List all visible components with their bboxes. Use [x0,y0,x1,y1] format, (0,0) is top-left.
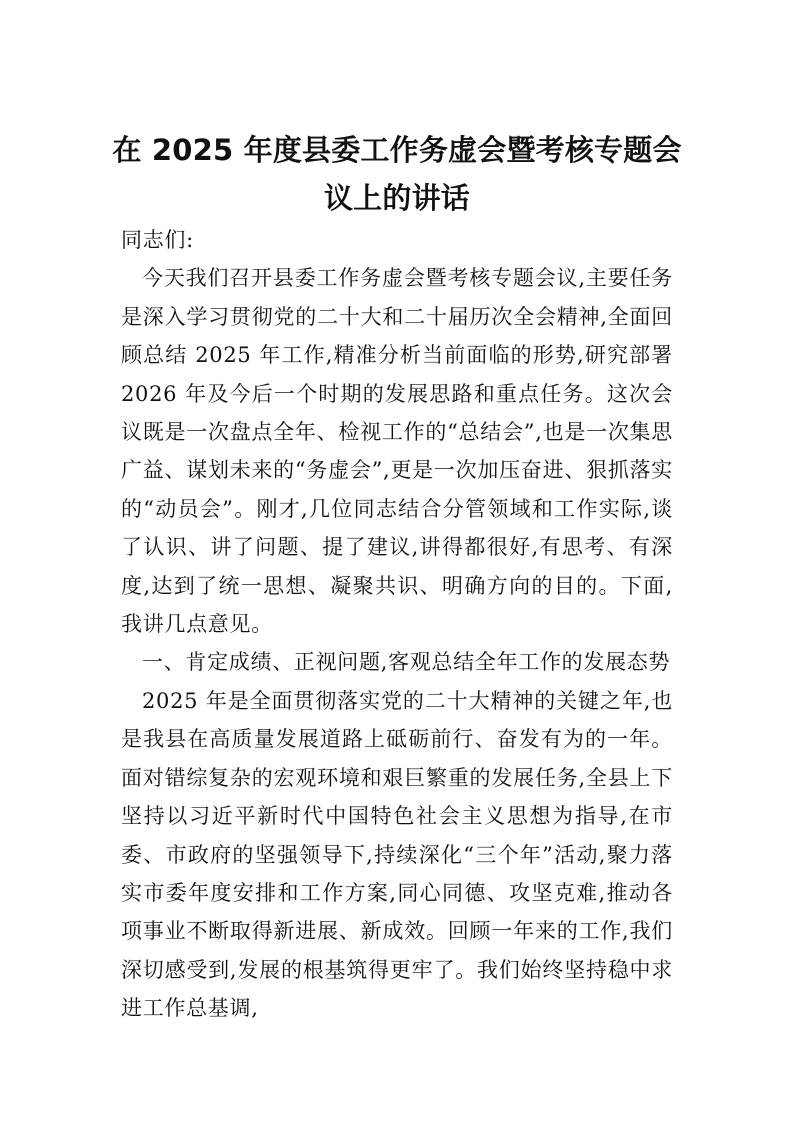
document-body [121,221,673,1028]
opening-paragraph: 今天我们召开县委工作务虚会暨考核专题会议,主要任务是深入学习贯彻党的二十大和二十届历次全会精神,全面回顾总结 2025 年工作,精准分析当前面临的形势,研究部署 2026 年及今后一个时期的发展思路和重点任务。这次会议既是一次盘点全年、检视工作的“总结会”,也是一次集思广益、谋划未来的“务虚会”,更是一次加压奋进、狠抓落实的“动员会”。刚才,几位同志结合分管领域和工作实际,谈了认识、讲了问题、提了建议,讲得都很好,有思考、有深度,达到了统一思想、凝聚共识、明确方向的目的。下面,我讲几点意见。 [121,266,673,637]
section-1-paragraph: 2025 年是全面贯彻落实党的二十大精神的关键之年,也是我县在高质量发展道路上砥砺前行、奋发有为的一年。面对错综复杂的宏观环境和艰巨繁重的发展任务,全县上下坚持以习近平新时代中国特色社会主义思想为指导,在市委、市政府的坚强领导下,持续深化“三个年”活动,聚力落实市委年度安排和工作方案,同心同德、攻坚克难,推动各项事业不断取得新进展、新成效。回顾一年来的工作,我们深切感受到,发展的根基筑得更牢了。我们始终坚持稳中求进工作总基调, [121,688,673,1021]
salutation: 同志们: [121,228,194,252]
section-heading-1: 一、肯定成绩、正视问题,客观总结全年工作的发展态势 [142,650,671,675]
document-title: 在 2025 年度县委工作务虚会暨考核专题会议上的讲话 [112,133,682,215]
